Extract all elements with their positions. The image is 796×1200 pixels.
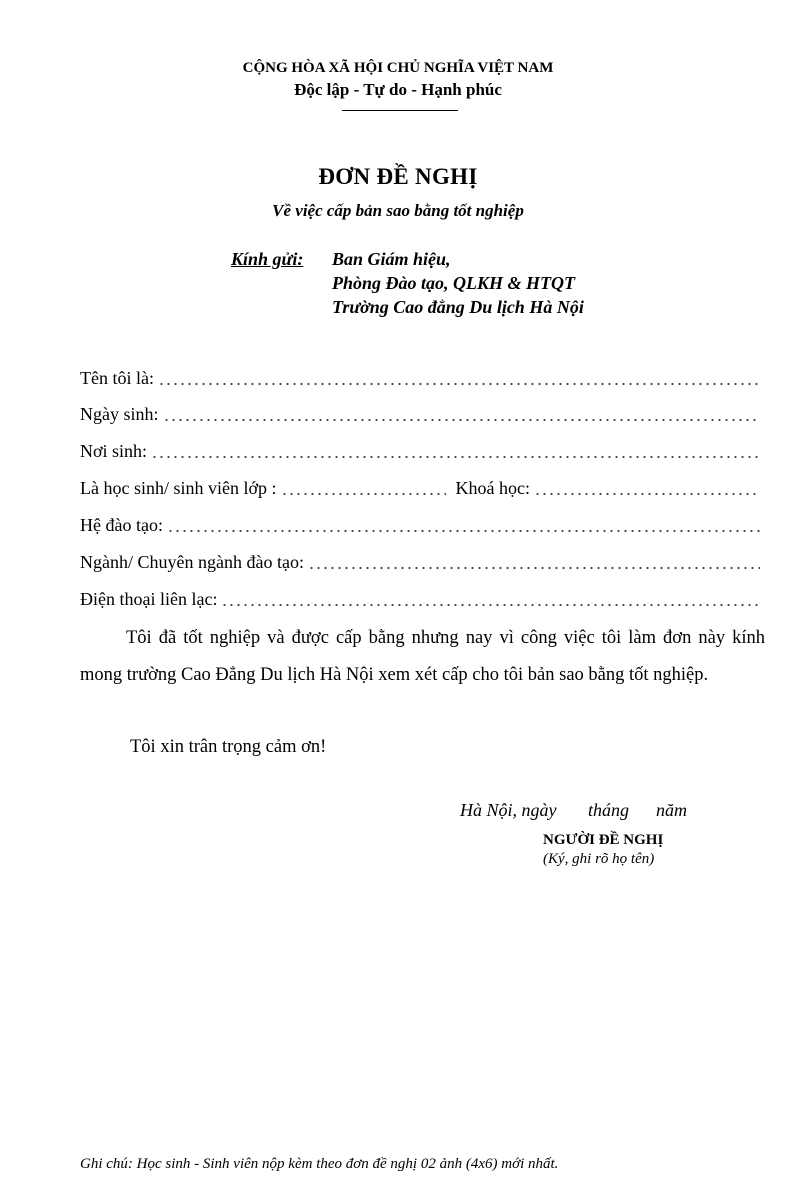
request-paragraph bbox=[80, 620, 765, 694]
thanks-line: Tôi xin trân trọng cảm ơn! bbox=[130, 737, 327, 757]
field-name-label: Tên tôi là: bbox=[80, 368, 154, 388]
field-dob-label: Ngày sinh: bbox=[80, 404, 159, 424]
field-training-type bbox=[80, 512, 760, 536]
request-paragraph-text: Tôi đã tốt nghiệp và được cấp bằng nhưng nay vì công việc tôi làm đơn này kính mong trường Cao Đẳng Du lịch Hà Nội xem xét cấp cho tôi bản sao bằng tốt nghiệp. bbox=[80, 628, 765, 685]
field-phone bbox=[80, 586, 760, 610]
field-class-label: Là học sinh/ sinh viên lớp : bbox=[80, 478, 277, 498]
document-title: ĐƠN ĐỀ NGHỊ bbox=[318, 164, 478, 189]
field-pob-label: Nơi sinh: bbox=[80, 441, 148, 461]
recipient-line: Trường Cao đẳng Du lịch Hà Nội bbox=[332, 297, 584, 317]
field-phone-blank[interactable] bbox=[221, 587, 760, 607]
field-class-blank[interactable] bbox=[281, 476, 446, 496]
document-subtitle: Về việc cấp bản sao bằng tốt nghiệp bbox=[272, 201, 524, 220]
field-training-type-label: Hệ đào tạo: bbox=[80, 515, 163, 535]
recipient-line: Phòng Đào tạo, QLKH & HTQT bbox=[332, 273, 576, 293]
field-name bbox=[80, 365, 760, 389]
field-course-blank[interactable] bbox=[534, 476, 760, 496]
field-course-label: Khoá học: bbox=[455, 478, 530, 498]
national-motto: Độc lập - Tự do - Hạnh phúc bbox=[294, 80, 502, 99]
national-title: CỘNG HÒA XÃ HỘI CHỦ NGHĨA VIỆT NAM bbox=[242, 60, 554, 76]
recipient-label: Kính gửi: bbox=[231, 249, 304, 269]
motto-underline bbox=[342, 110, 458, 111]
place-date-line: Hà Nội, ngày tháng năm bbox=[460, 800, 687, 820]
field-major-blank[interactable] bbox=[308, 550, 760, 570]
signer-title: NGƯỜI ĐỀ NGHỊ bbox=[543, 832, 664, 848]
field-name-blank[interactable] bbox=[158, 366, 760, 386]
field-major bbox=[80, 549, 760, 573]
field-dob-blank[interactable] bbox=[163, 402, 761, 422]
field-class-course bbox=[80, 475, 760, 499]
field-major-label: Ngành/ Chuyên ngành đào tạo: bbox=[80, 552, 304, 572]
recipient-line: Ban Giám hiệu, bbox=[332, 249, 451, 269]
signature-instruction: (Ký, ghi rõ họ tên) bbox=[543, 851, 655, 867]
field-phone-label: Điện thoại liên lạc: bbox=[80, 589, 218, 609]
footer-note: Ghi chú: Học sinh - Sinh viên nộp kèm theo đơn đề nghị 02 ảnh (4x6) mới nhất. bbox=[80, 1156, 559, 1172]
field-training-type-blank[interactable] bbox=[167, 513, 760, 533]
field-pob-blank[interactable] bbox=[151, 439, 760, 459]
field-pob bbox=[80, 438, 760, 462]
field-dob bbox=[80, 401, 760, 425]
